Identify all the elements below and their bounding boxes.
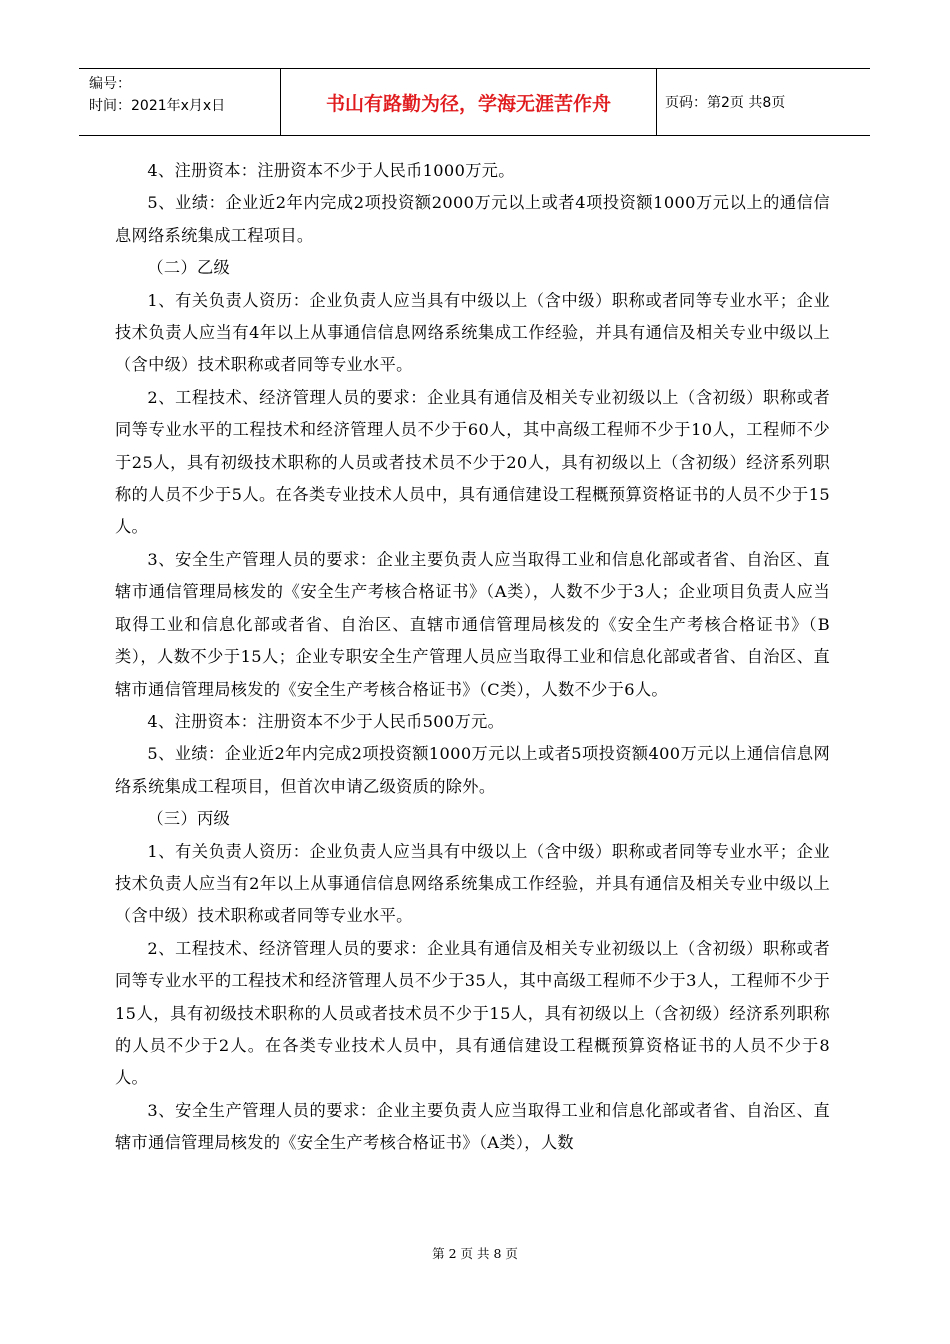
document-date-label: 时间：2021年x月x日: [89, 98, 226, 114]
page-footer: 第 2 页 共 8 页: [432, 1246, 518, 1261]
section-heading-class-c: （三）丙级: [147, 809, 231, 829]
header-meta: [79, 69, 281, 135]
document-body: [115, 155, 830, 1160]
header-page-info: 页码：第2页 共8页: [665, 95, 786, 111]
page-header: [79, 68, 870, 136]
document-number-label: 编号：: [89, 76, 131, 92]
paragraph: 1、有关负责人资历：企业负责人应当具有中级以上（含中级）职称或者同等专业水平；企业技术负责人应当有4年以上从事通信信息网络系统集成工作经验，并具有通信及相关专业中级以上（含中级）技术职称或者同等专业水平。: [115, 290, 830, 375]
paragraph: 2、工程技术、经济管理人员的要求：企业具有通信及相关专业初级以上（含初级）职称或者同等专业水平的工程技术和经济管理人员不少于60人，其中高级工程师不少于10人，工程师不少于25人，具有初级技术职称的人员或者技术员不少于20人，具有初级以上（含初级）经济系列职称的人员不少于5人。在各类专业技术人员中，具有通信建设工程概预算资格证书的人员不少于15人。: [115, 387, 830, 537]
paragraph: 1、有关负责人资历：企业负责人应当具有中级以上（含中级）职称或者同等专业水平；企业技术负责人应当有2年以上从事通信信息网络系统集成工作经验，并具有通信及相关专业中级以上（含中级）技术职称或者同等专业水平。: [115, 841, 830, 926]
paragraph: 4、注册资本：注册资本不少于人民币500万元。: [147, 711, 505, 731]
header-slogan: 书山有路勤为径，学海无涯苦作舟: [281, 69, 657, 135]
paragraph: 2、工程技术、经济管理人员的要求：企业具有通信及相关专业初级以上（含初级）职称或者同等专业水平的工程技术和经济管理人员不少于35人，其中高级工程师不少于3人，工程师不少于15人，具有初级技术职称的人员或者技术员不少于15人，具有初级以上（含初级）经济系列职称的人员不少于2人。在各类专业技术人员中，具有通信建设工程概预算资格证书的人员不少于8人。: [115, 938, 830, 1088]
paragraph: 4、注册资本：注册资本不少于人民币1000万元。: [147, 161, 515, 180]
section-heading-class-b: （二）乙级: [147, 258, 231, 278]
paragraph: 3、安全生产管理人员的要求：企业主要负责人应当取得工业和信息化部或者省、自治区、直辖市通信管理局核发的《安全生产考核合格证书》（A类），人数: [115, 1100, 830, 1153]
paragraph: 5、业绩：企业近2年内完成2项投资额2000万元以上或者4项投资额1000万元以上的通信信息网络系统集成工程项目。: [115, 193, 830, 245]
paragraph: 5、业绩：企业近2年内完成2项投资额1000万元以上或者5项投资额400万元以上通信信息网络系统集成工程项目，但首次申请乙级资质的除外。: [115, 744, 830, 796]
paragraph: 3、安全生产管理人员的要求：企业主要负责人应当取得工业和信息化部或者省、自治区、直辖市通信管理局核发的《安全生产考核合格证书》（A类），人数不少于3人；企业项目负责人应当取得工业和信息化部或者省、自治区、直辖市通信管理局核发的《安全生产考核合格证书》（B类），人数不少于15人；企业专职安全生产管理人员应当取得工业和信息化部或者省、自治区、直辖市通信管理局核发的《安全生产考核合格证书》（C类），人数不少于6人。: [115, 549, 830, 699]
